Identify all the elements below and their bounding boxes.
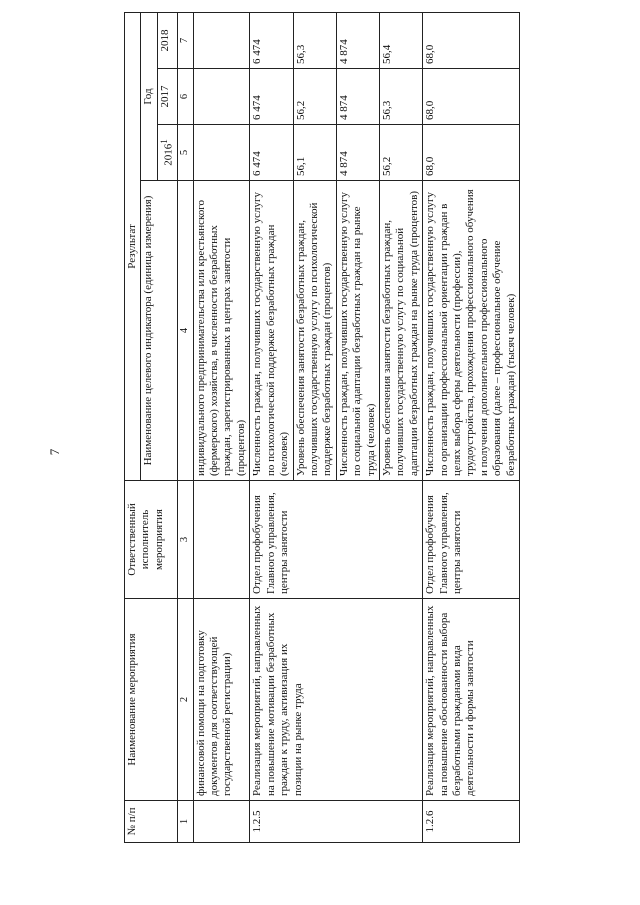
column-number-row <box>177 13 193 843</box>
value-2018: 56,4 <box>379 13 422 69</box>
value-2018: 4 874 <box>336 13 379 69</box>
column-number: 6 <box>177 69 193 125</box>
row-number: 1.2.6 <box>423 801 520 843</box>
indicator-name: Численность граждан, получивших государственную услугу по социальной адаптации безработных граждан на рынке труда (человек) <box>336 181 379 481</box>
header-row-1 <box>125 13 141 843</box>
value-2017: 4 874 <box>336 69 379 125</box>
header-year: Год <box>141 13 157 181</box>
header-responsible: Ответственный исполнитель мероприятия <box>125 481 178 599</box>
value-2018 <box>193 13 250 69</box>
column-number: 4 <box>177 181 193 481</box>
measure-name: Реализация мероприятий, направленных на повышение мотивации безработных граждан к труду, активизация их позиции на рынке труда <box>250 599 423 801</box>
footnote-mark: 1 <box>158 139 169 144</box>
row-number <box>193 801 250 843</box>
value-2018: 56,3 <box>293 13 336 69</box>
page-number: 7 <box>47 448 62 456</box>
value-2016: 56,1 <box>293 125 336 181</box>
value-2016 <box>193 125 250 181</box>
document-sheet <box>94 0 640 905</box>
value-2017: 6 474 <box>250 69 293 125</box>
column-number: 5 <box>177 125 193 181</box>
value-2016: 4 874 <box>336 125 379 181</box>
indicator-name: Уровень обеспечения занятости безработных граждан, получивших государственную услугу по психологической поддержке безработных граждан (процентов) <box>293 181 336 481</box>
table-row-1-2-5 <box>250 13 293 843</box>
row-number: 1.2.5 <box>250 801 423 843</box>
header-measure-name: Наименование мероприятия <box>125 599 178 801</box>
table-row-1-2-6 <box>423 13 520 843</box>
value-2016: 6 474 <box>250 125 293 181</box>
indicator-name: Численность граждан, получивших государственную услугу по психологической поддержке безработных граждан (человек) <box>250 181 293 481</box>
header-year-2016: 2016$^1$ <box>157 125 177 181</box>
measure-name: финансовой помощи на подготовку документов для соответствующей государственной регистрации) <box>193 599 250 801</box>
column-number: 2 <box>177 599 193 801</box>
measures-table <box>124 12 520 843</box>
responsible-executor: Отдел профобучения Главного управления, центры занятости <box>250 481 423 599</box>
indicator-name: индивидуального предпринимательства или крестьянского (фермерского) хозяйства, в численности безработных граждан, зарегистрированных в центрах занятости (процентов) <box>193 181 250 481</box>
value-2017: 56,3 <box>379 69 422 125</box>
value-2018: 68,0 <box>423 13 520 69</box>
header-result: Результат <box>125 13 141 481</box>
measure-name: Реализация мероприятий, направленных на повышение обоснованности выбора безработными гражданами вида деятельности и формы занятости <box>423 599 520 801</box>
value-2017: 68,0 <box>423 69 520 125</box>
table-row-continued <box>193 13 250 843</box>
indicator-name: Уровень обеспечения занятости безработных граждан, получивших государственную услугу по социальной адаптации безработных граждан на рынке труда (процентов) <box>379 181 422 481</box>
column-number: 1 <box>177 801 193 843</box>
header-indicator: Наименование целевого индикатора (единица измерения) <box>141 181 177 481</box>
value-2016: 68,0 <box>423 125 520 181</box>
value-2017 <box>193 69 250 125</box>
value-2017: 56,2 <box>293 69 336 125</box>
header-year-2018: 2018 <box>157 13 177 69</box>
value-2016: 56,2 <box>379 125 422 181</box>
header-number: № п/п <box>125 801 178 843</box>
responsible-executor: Отдел профобучения Главного управления, центры занятости <box>423 481 520 599</box>
header-year-2017: 2017 <box>157 69 177 125</box>
responsible-executor <box>193 481 250 599</box>
value-2018: 6 474 <box>250 13 293 69</box>
column-number: 7 <box>177 13 193 69</box>
indicator-name: Численность граждан, получивших государственную услугу по организации профессиональной ориентации граждан в целях выбора сферы деятельности (профессии), трудоустройства, прохождения профессионального обучения и получения дополнительного профессионального образования (далее – профессиональное обучение безработных граждан) (тысяч человек) <box>423 181 520 481</box>
column-number: 3 <box>177 481 193 599</box>
